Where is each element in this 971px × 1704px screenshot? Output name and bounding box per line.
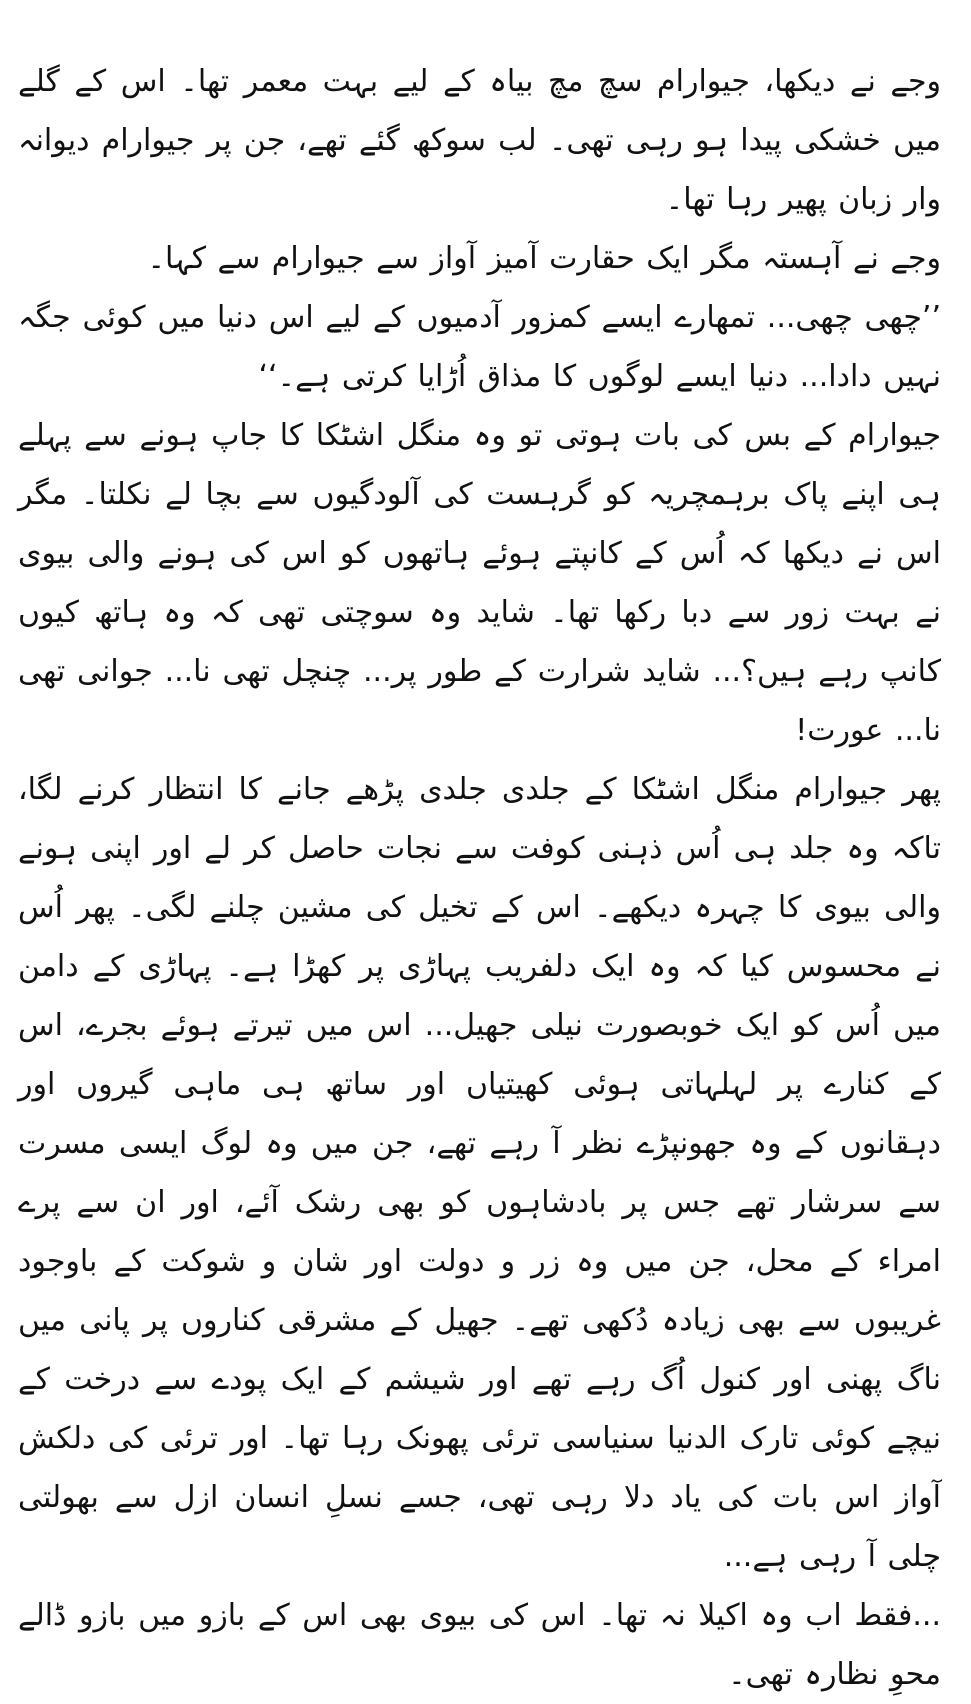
paragraph-2: وجے نے آہستہ مگر ایک حقارت آمیز آواز سے جیوارام سے کہا۔ — [147, 241, 941, 276]
paragraph-1: وجے نے دیکھا، جیوارام سچ مچ بیاہ کے لیے بہت معمر تھا۔ اس کے گلے میں خشکی پیدا ہو رہی تھی۔ لب سوکھ گئے تھے، جن پر جیوارام دیوانہ وار زبان پھیر رہا تھا۔ — [18, 64, 941, 217]
paragraph-6: ...فقط اب وہ اکیلا نہ تھا۔ اس کی بیوی بھی اس کے بازو میں بازو ڈالے محوِ نظارہ تھی۔ — [18, 1598, 941, 1692]
paragraph-3: ’’چھی چھی... تمھارے ایسے کمزور آدمیوں کے لیے اس دنیا میں کوئی جگہ نہیں دادا... دنیا ایسے لوگوں کا مذاق اُڑایا کرتی ہے۔‘‘ — [18, 300, 941, 394]
paragraph-5: پھر جیوارام منگل اشٹکا کے جلدی جلدی پڑھے جانے کا انتظار کرنے لگا، تاکہ وہ جلد ہی اُس ذہنی کوفت سے نجات حاصل کر لے اور اپنی ہونے والی بیوی کا چہرہ دیکھے۔ اس کے تخیل کی مشین چلنے لگی۔ پھر اُس نے محسوس کیا کہ وہ ایک دلفریب پہاڑی پر کھڑا ہے۔ پہاڑی کے دامن میں اُس کو ایک خوبصورت نیلی جھیل... اس میں تیرتے ہوئے بجرے، اس کے کنارے پر لہلہاتی ہوئی کھیتیاں اور ساتھ ہی ماہی گیروں اور دہقانوں کے وہ جھونپڑے نظر آ رہے تھے، جن میں وہ لوگ ایسی مسرت سے سرشار تھے جس پر بادشاہوں کو بھی رشک آئے، اور ان سے پرے امراء کے محل، جن میں وہ زر و دولت اور شان و شوکت کے باوجود غریبوں سے بھی زیادہ دُکھی تھے۔ جھیل کے مشرقی کناروں پر پانی میں ناگ پھنی اور کنول اُگ رہے تھے اور شیشم کے ایک پودے سے درخت کے نیچے کوئی تارک الدنیا سنیاسی ترئی پھونک رہا تھا۔ اور ترئی کی دلکش آواز اس بات کی یاد دلا رہی تھی، جسے نسلِ انسان ازل سے بھولتی چلی آ رہی ہے... — [18, 772, 941, 1574]
paragraph-4: جیوارام کے بس کی بات ہوتی تو وہ منگل اشٹکا کا جاپ ہونے سے پہلے ہی اپنے پاک برہمچریہ کو گرہست کی آلودگیوں سے بچا لے نکلتا۔ مگر اس نے دیکھا کہ اُس کے کانپتے ہوئے ہاتھوں کو اس کی ہونے والی بیوی نے بہت زور سے دبا رکھا تھا۔ شاید وہ سوچتی تھی کہ وہ ہاتھ کیوں کانپ رہے ہیں؟... شاید شرارت کے طور پر... چنچل تھی نا... جوانی تھی نا... عورت! — [18, 418, 941, 748]
